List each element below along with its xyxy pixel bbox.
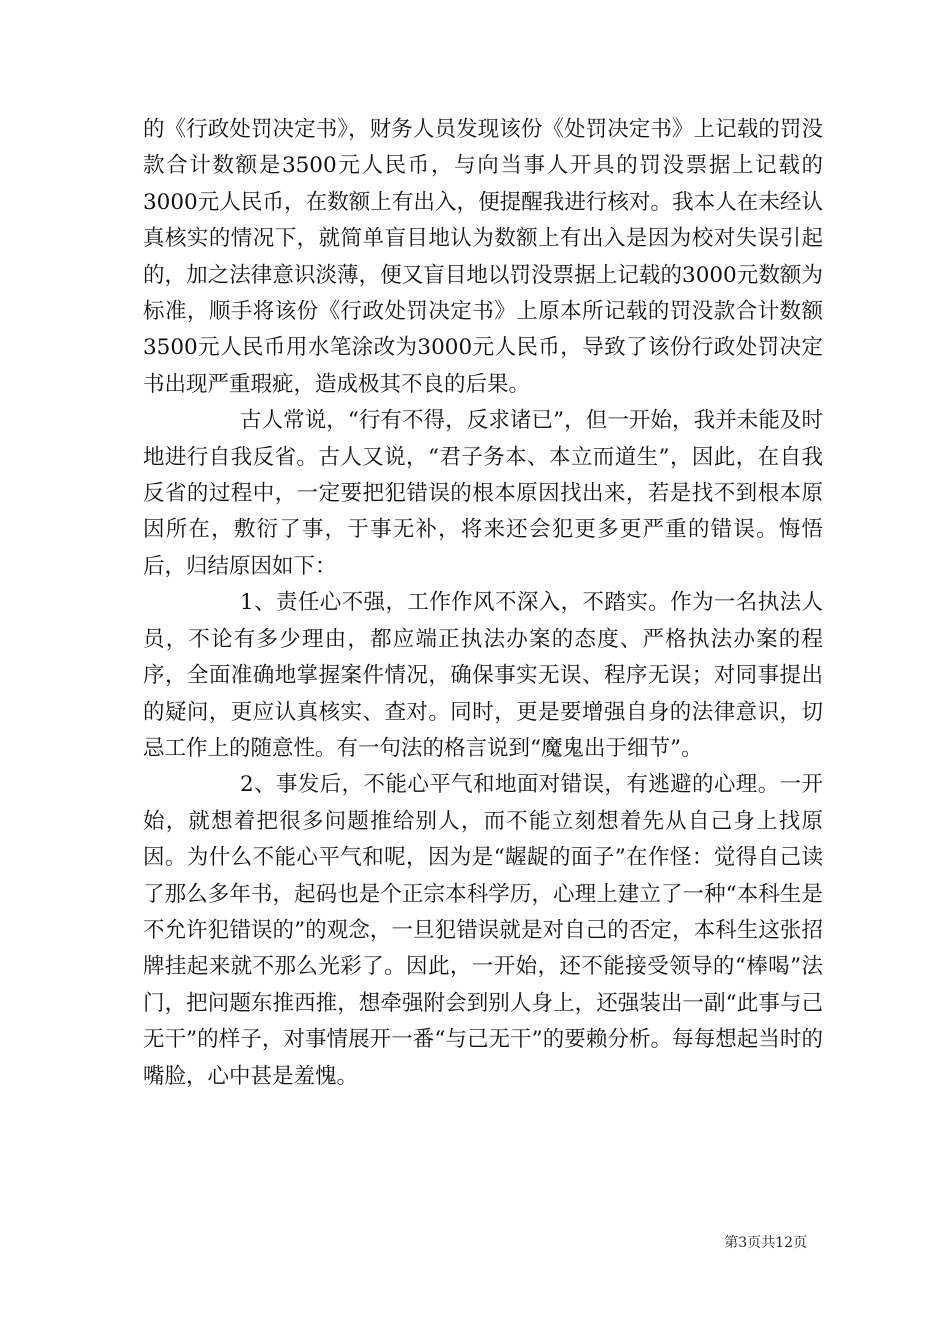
paragraph-reason-1: 1、责任心不强，工作作风不深入，不踏实。作为一名执法人员，不论有多少理由，都应端正执法办案的态度、严格执法办案的程序，全面准确地掌握案件情况，确保事实无误、程序无误；对同事提出的疑问，更应认真核实、查对。同时，更是要增强自身的法律意识，切忌工作上的随意性。有一句法的格言说到“魔鬼出于细节”。 bbox=[143, 590, 823, 761]
document-body bbox=[143, 112, 823, 1095]
page-number: 第3页共12页 bbox=[724, 1235, 807, 1251]
paragraph-continuation: 的《行政处罚决定书》，财务人员发现该份《处罚决定书》上记载的罚没款合计数额是3500元人民币，与向当事人开具的罚没票据上记载的3000元人民币，在数额上有出入，便提醒我进行核对。我本人在未经认真核实的情况下，就简单盲目地认为数额上有出入是因为校对失误引起的，加之法律意识淡薄，便又盲目地以罚没票据上记载的3000元数额为标准，顺手将该份《行政处罚决定书》上原本所记载的罚没款合计数额3500元人民币用水笔涂改为3000元人民币，导致了该份行政处罚决定书出现严重瑕疵，造成极其不良的后果。 bbox=[143, 117, 823, 397]
paragraph-reason-2: 2、事发后，不能心平气和地面对错误，有逃避的心理。一开始，就想着把很多问题推给别人，而不能立刻想着先从自己身上找原因。为什么不能心平气和呢，因为是“龌龊的面子”在作怪：觉得自己读了那么多年书，起码也是个正宗本科学历，心理上建立了一种“本科生是不允许犯错误的”的观念，一旦犯错误就是对自己的否定，本科生这张招牌挂起来就不那么光彩了。因此，一开始，还不能接受领导的“棒喝”法门，把问题东推西推，想牵强附会到别人身上，还强装出一副“此事与己无干”的样子，对事情展开一番“与己无干”的要赖分析。每每想起当时的嘴脸，心中甚是羞愧。 bbox=[143, 772, 823, 1089]
paragraph-reflection: 古人常说，“行有不得，反求诸已”，但一开始，我并未能及时地进行自我反省。古人又说，“君子务本、本立而道生”，因此，在自我反省的过程中，一定要把犯错误的根本原因找出来，若是找不到根本原因所在，敷衍了事，于事无补，将来还会犯更多更严重的错误。悔悟后，归结原因如下： bbox=[143, 408, 823, 579]
